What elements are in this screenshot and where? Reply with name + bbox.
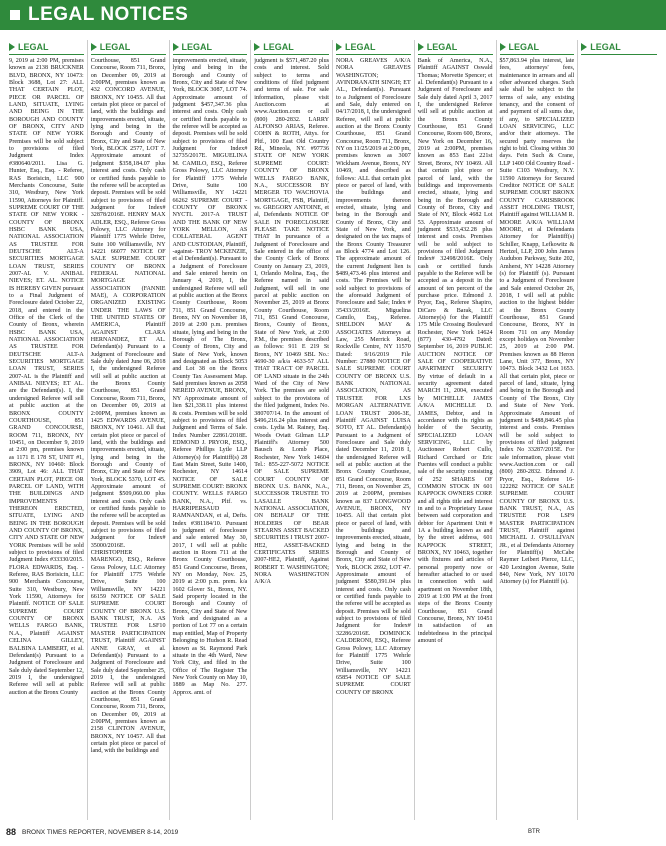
banner-square-icon bbox=[10, 10, 20, 20]
column-text: $57,863.94 plus interest, late fees, attorneys' fees, maintenance in arrears and all other advanced charges. Such sale shall be subject to the terms of sale, any existing tenancy, and the consent of and payment of all sums due, if any, to SPECIALIZED LOAN SERVICING, LLC and/or their attorneys. The secured party reserves the right to bid. Closing within 30 days. Fein Such & Crane, LLP 1400 Old Country Road - Suite C103 Westbury, N.Y. 11590 Attorneys for Secured Creditor NOTICE OF SALE SUPREME COURT BRONX COUNTY CARISBROOK ASSET HOLDING TRUST, Plaintiff against WILLIAM R. MOORE A/K/A WILLIAM MOORE, et al Defendants Attorney for Plaintiff(s) Schiller, Knapp, Lefkowitz & Hertzel, LLP, 200 John James Audubon Parkway, Suite 202, Amherst, NY 14228 Attorney (s) for Plaintiff (s). Pursuant to a Judgment of Foreclosure and Sale entered October 26, 2018, I will sell at public auction to the highest bidder at the Bronx County Courthouse, 851 Grand Concourse, Bronx, NY in Room 711 on any Monday except holidays on November 25, 2019 at 2:00 PM. Premises known as 88 Heron Lane, Unit 377, Bronx, NY 10473. Block 3432 Lot 1653. All that certain plot, piece or parcel of land, situate, lying and being in the Borough and County of The Bronx, City and State of New York. Approximate Amount of judgment is $488,846.45 plus interest and costs. Premises will be sold subject to provisions of filed judgment Index No 33287/2015E. For sale information, please visit www.Auction.com or call (800) 280-2832. Edmond J. Pryor, Esq., Referee 16-122282 NOTICE OF SALE SUPREME COURT COUNTY OF BRONX U.S. BANK TRUST, N.A., AS TRUSTEE FOR LSF9 MASTER PARTICIPATION TRUST, Plaintiff against MICHAEL J. O'SULLIVAN JR., et al Defendants Attorney for Plaintiff(s) McCabe Raymer Leibert Pierce, LLC, 420 Lexington Avenue, Suite 840, New York, NY 10170 Attorney (s) for Plaintiff (s). bbox=[499, 58, 575, 586]
column-label: LEGAL bbox=[590, 42, 621, 52]
column-text: Courthouse, 851 Grand Concourse, Room 711, Bronx, on December 09, 2019 at 2:00PM, premises known as 432 CONCORD AVENUE, BRONX, NY 10455. All that certain plot piece or parcel of land, with the buildings and improvements erected, situate, lying and being in the Borough and County of Bronx, City and State of New York, BLOCK 2577, LOT 7. Approximate amount of judgment $358,184.07 plus interest and costs. Only cash or certified funds payable to the referee will be accepted as deposit. Premises will be sold subject to provisions of filed Judgment for Index# 32878/2016E. HENRY MAX ADLER, ESQ., Referee Gross Polowy, LLC Attorney for Plaintiff 1775 Wehrle Drive, Suite 100 Williamsville, NY 14221 66077 NOTICE OF SALE SUPREME COURT COUNTY OF BRONX FEDERAL NATIONAL MORTGAGE ASSOCIATION (FANNIE MAE), A CORPORATION ORGANIZED EXISTING UNDER THE LAWS OF THE UNITED STATES OF AMERICA, Plaintiff AGAINST CLARA HERNANDEZ, ET AL. Defendant(s) Pursuant to a Judgment of Foreclosure and Sale duly dated June 06, 2018 I, the undersigned Referee will sell at public auction at the Bronx County Courthouse, 851 Grand Concourse, Room 711, Bronx, on December 09, 2019 at 2:00PM, premises known as 1425 EDWARDS AVENUE, BRONX, NY 10461. All that certain plot piece or parcel of land, with the buildings and improvements erected, situate, lying and being in the Borough and County of Bronx, City and State of New York, BLOCK 5370, LOT 45. Approximate amount of judgment $509,060.00 plus interest and costs. Only cash or certified funds payable to the referee will be accepted as deposit. Premises will be sold subject to provisions of filed Judgment for Index# 35000/2016E. CHRISTOPHER MARENGO, ESQ., Referee Gross Polowy, LLC Attorney for Plaintiff 1775 Wehrle Drive, Suite 100 Williamsville, NY 14221 66159 NOTICE OF SALE SUPREME COURT COUNTY OF BRONX U.S. BANK TRUST, N.A. AS TRUSTEE FOR LSF10 MASTER PARTICIPATION TRUST, Plaintiff AGAINST ANNE GRAY, et al. Defendant(s) Pursuant to a Judgment of Foreclosure and Sale duly dated September 25, 2019 I, the undersigned Referee will sell at public auction at the Bronx County Courthouse, 851 Grand Concourse, Room 711, Bronx, on December 09, 2019 at 2:00PM, premises known as 2158 CLINTON AVENUE, BRONX, NY 10457. All that certain plot piece or parcel of land, with the buildings and bbox=[90, 58, 166, 755]
triangle-icon bbox=[581, 43, 587, 51]
notice-column-8 bbox=[578, 40, 660, 820]
column-label: LEGAL bbox=[99, 42, 131, 52]
column-header bbox=[9, 40, 84, 55]
column-text: judgment is $571,487.20 plus costs and interest. Sold subject to terms and conditions of filed judgment and terms of sale. For sale information, please visit Auction.com at www.Auction.com or call (800) 280-2832. LARRY ALFONSO ARIAS, Referee. COHN & ROTH, Attys. for Pltf., 100 East Old Country Rd., Mineola, NY. #97736 STATE OF NEW YORK SUPREME COURT: COUNTY OF BRONX WELLS FARGO BANK, N.A., SUCCESSOR BY MERGER TO WACHOVIA MORTGAGE, FSB, Plaintiff, vs. GREGORY ANTOINE, et al, Defendants NOTICE OF SALE IN FORECLOSURE PLEASE TAKE NOTICE THAT In pursuance of a Judgment of Foreclosure and Sale entered in the office of the County Clerk of Bronx County on January 23, 2019, I, Orlando Molina, Esq., the Referee named in said Judgment, will sell in one parcel at public auction on November 25, 2019 at Bronx County Courthouse, Room 711, 851 Grand Concourse, Bronx, County of Bronx, State of New York, at 2:00 P.M., the premises described as follows: 911 E 219 St Bronx, NY 10469 SBL No.: 4690-30 a/k/a 4633-57 ALL THAT TRACT OF PARCEL OF LAND situate in the 24th Ward of the City of New York. The premises are sold subject to the provisions of the filed judgment, Index No. 380707/14. In the amount of $496,216.24 plus interest and costs. Lydia M. Rainey, Esq. Woods Oviatt Gilman LLP Plaintiff's Attorney 500 Bausch & Lomb Place, Rochester, New York 14604 Tel.: 855-227-5072 NOTICE OF SALE SUPREME COURT COUNTY OF BRONX U.S. BANK, N.A., SUCCESSOR TRUSTEE TO LASALLE BANK NATIONAL ASSOCIATION, ON BEHALF OF THE HOLDERS OF BEAR STEARNS ASSET BACKED SECURITIES I TRUST 2007-HE2, ASSET-BACKED CERTIFICATES SERIES 2007-HE2, Plaintiff, Against ROBERT T. WASHINGTON; NORA WASHINGTON A/K/A bbox=[254, 58, 329, 586]
column-text: improvements erected, situate, lying and being in the Borough and County of Bronx, City and State of New York, BLOCK 3087, LOT 74. Approximate amount of judgment $457,347.36 plus interest and costs. Only cash or certified funds payable to the referee will be accepted as deposit. Premises will be sold subject to provisions of filed Judgment for Index# 32735/2017E. MIGUELINA M. CAMILO, ESQ., Referee Gross Polowy, LLC Attorney for Plaintiff 1775 Wehrle Drive, Suite 100 Williamsville, NY 14221 66262 SUPREME COURT - COUNTY OF BRONX NYCTL 2017-A TRUST AND THE BANK OF NEW YORK MELLON, AS COLLATERAL AGENT AND CUSTODIAN, Plaintiff, -against- TROY MCKENZIE, et al Defendant(s). Pursuant to a Judgment of Foreclosure and Sale entered herein on January 4, 2019, I, the undersigned Referee will sell at public auction at the Bronx County Courthouse, Room 711, 851 Grand Concourse, Bronx, NY on November 18, 2019 at 2:00 p.m. premises situate, lying and being in the Borough of The Bronx, County of Bronx, City and State of New York, known and designated as Block 5053 and Lot 38 on the Bronx County Tax Assessment Map. Said premises known as 2058 NEREID AVENUE, BRONX, NY Approximate amount of lien $21,338.11 plus interest & costs. Premises will be sold subject to provisions of filed Judgment and Terms of Sale. Index Number 22861/2018E. EDMOND J. PRYOR, ESQ., Referee Phillips Lytle LLP Attorney(s) for Plaintiff(s) 28 East Main Street, Suite 1400, Rochester, NY 14614 NOTICE OF SALE SUPREME COURT: BRONX COUNTY. WELLS FARGO BANK, N.A., Pltf. vs. HARRIPERSAUD RAMNANDAN, et al, Defts. Index #381184/10. Pursuant to judgment of foreclosure and sale entered May 30, 2017, I will sell at public auction in Room 711 at the Bronx County Courthouse, 851 Grand Concourse, Bronx, NY on Monday, Nov. 25, 2019 at 2:00 p.m. prem. k/a 1602 Glover St., Bronx, NY. Said property located in the Borough and County of Bronx, City and State of New York and designated as a portion of Lot 77 on a certain map entitled, Map of Property Belonging to Hudson R. Read known as St. Raymond Park situate in the 4th Ward, New York City, and filed in the Office of The Register The New York County on May 10, 1889 as Map No. 277. Approx. amt. of bbox=[172, 58, 248, 696]
notice-column-6 bbox=[415, 40, 497, 820]
notice-column-7 bbox=[497, 40, 579, 820]
triangle-icon bbox=[173, 43, 179, 51]
column-header bbox=[581, 40, 657, 55]
notice-columns bbox=[6, 40, 660, 820]
column-header bbox=[254, 40, 329, 55]
page-footer bbox=[6, 826, 660, 838]
triangle-icon bbox=[418, 43, 424, 51]
column-label: LEGAL bbox=[426, 42, 458, 52]
column-label: LEGAL bbox=[508, 42, 539, 52]
triangle-icon bbox=[9, 43, 15, 51]
section-title: LEGAL NOTICES bbox=[28, 4, 189, 25]
column-label: LEGAL bbox=[345, 42, 376, 52]
notice-column-4 bbox=[251, 40, 333, 820]
column-header bbox=[336, 40, 411, 55]
column-header bbox=[500, 40, 575, 55]
column-header bbox=[173, 40, 248, 55]
notice-column-5 bbox=[333, 40, 415, 820]
column-label: LEGAL bbox=[263, 42, 294, 52]
triangle-icon bbox=[254, 43, 260, 51]
column-text: Bank of America, N.A., Plaintiff AGAINST Oswald Thomas; Morvette Spencer; et al. Defendant(s) Pursuant to a Judgment of Foreclosure and Sale duly dated April 3, 2017 I, the undersigned Referee will sell at public auction at the Bronx County Courthouse, 851 Grand Concourse, Room 600, Bronx, New York on December 16, 2019 at 2:00PM, premises known as 853 East 221st Street, Bronx, NY 10469. All that certain plot piece or parcel of land, with the buildings and improvements erected, situate, lying and being in the Borough and County of Bronx, City and State of NY, Block 4682 Lot 53. Approximate amount of judgment $533,432.28 plus interest and costs. Premises will be sold subject to provisions of filed Judgment Index# 32498/2016E. Only cash or certified funds payable to the Referee will be accepted as a deposit in the amount of ten percent of the purchase price. Edmond J. Pryor, Esq., Referee Shapiro, DiCaro & Barak, LLC Attorney(s) for the Plaintiff 175 Mile Crossing Boulevard Rochester, New York 14624 (877) 430-4792 Dated: September 16, 2019 PUBLIC AUCTION NOTICE OF SALE OF COOPERATIVE APARTMENT SECURITY By virtue of default in a security agreement dated MARCH 11, 2004, executed by MICHELLE JAMES A/K/A MICHELLE D. JAMES, Debtor, and in accordance with its rights as holder of the Security, SPECIALIZED LOAN SERVICING, LLC by Auctioneer Robert Cullo, Richard Cerchard or Eric Fuentes will conduct a public sale of the security consisting of 252 SHARES OF COMMON STOCK IN 601 KAPPOCK OWNERS CORP. and all rights title and interest in and to a Proprietary Lease between said corporation and debtor for Apartment Unit # 1A a building known as and by the street address, 601 KAPPOCK STREET, BRONX, NY 10463, together with fixtures and articles of personal property now or hereafter attached to or used in connection with said apartment on November 18th, 2019 at 1:00 PM at the front steps of the Bronx County Courthouse, 851 Grand Concourse, Bronx, NY 10451 in satisfaction of an indebtedness in the principal amount of bbox=[417, 58, 493, 645]
notice-column-1 bbox=[6, 40, 88, 820]
publication-mark: BTR bbox=[528, 829, 540, 835]
notice-column-3 bbox=[170, 40, 252, 820]
triangle-icon bbox=[500, 43, 506, 51]
column-label: LEGAL bbox=[181, 42, 212, 52]
column-label: LEGAL bbox=[18, 42, 49, 52]
section-banner bbox=[0, 0, 666, 30]
column-text: NORA GREAVES A/K/A NORA GREAVES WASHINGTON; AVINDRANATH SINGH; ET AL., Defendant(s). Pursuant to a Judgment of Foreclosure and Sale, duly entered on 04/17/2018, I, the undersigned Referee, will sell at public auction at the Bronx County Courthouse, 851 Grand Concourse, Room 711, Bronx, NY on 11/25/2019 at 2:00 pm, premises known as 3007 Wickham Avenue, Bronx, NY 10469, and described as follows: ALL that certain plot piece or parcel of land, with the buildings and improvements thereon erected, situate, lying and being in the Borough and County of Bronx, City and State of New York, and designated on the tax maps of the Bronx County Treasurer as Block 4774 and Lot 126. The approximate amount of the current Judgment lien is $489,473.46 plus interest and costs. The Premises will be sold subject to provisions of the aforesaid Judgment of Foreclosure and Sale; Index # 35433/2016E. Miguelina Camilo, Esq., Referee. SHELDON MAY & ASSOCIATES Attorneys at Law, 255 Merrick Road, Rockville Centre, NY 11570 Dated: 9/16/2019 File Number: 27880 NOTICE OF SALE SUPREME COURT COUNTY OF BRONX U.S. BANK NATIONAL ASSOCIATION, AS TRUSTEE FOR LXS MORGAN ALTERNATIVE LOAN TRUST 2006-3E, Plaintiff AGAINST LUISA SOTO, ET AL. Defendant(s) Pursuant to a Judgment of Foreclosure and Sale duly dated December 11, 2018 I, the undersigned Referee will sell at public auction at the Bronx County Courthouse, 851 Grand Concourse, Room 711, Bronx, on November 25, 2019 at 2:00PM, premises known as 837 LONGWOOD AVENUE, BRONX, NY 10455. All that certain plot piece or parcel of land, with the buildings and improvements erected, situate, lying and being in the Borough and County of Bronx, City and State of New York, BLOCK 2692, LOT 47. Approximate amount of judgment $580,391.04 plus interest and costs. Only cash or certified funds payable to the referee will be accepted as deposit. Premises will be sold subject to provisions of filed Judgment for Index# 32286/2016E. DOMINICK CALDERONI, ESQ., Referee Gross Polowy, LLC Attorney for Plaintiff 1775 Wehrle Drive, Suite 100 Williamsville, NY 14221 65854 NOTICE OF SALE SUPREME COURT COUNTY OF BRONX bbox=[336, 58, 411, 696]
column-header bbox=[418, 40, 493, 55]
publication-line: BRONX TIMES REPORTER, NOVEMBER 8-14, 2019 bbox=[22, 828, 179, 836]
column-text: 9, 2019 at 2:00 PM, premises known as 2138 BRUCKNER BLVD, BRONX, NY 10473: Block 3688, Lot 27: ALL THAT CERTAIN PLOT, PIECE OR PARCEL OF LAND, SITUATE, LYING AND BEING IN THE BOROUGH AND COUNTY OF BRONX, CITY AND STATE OF NEW YORK Premises will be sold subject to provisions of filed Judgment Index #380640/2011. Lisa G. Hunter, Esq., Esq. - Referee, RAS Borisicin, LLC 900 Merchants Concourse, Suite 310, Westbury, New York 11590, Attorneys for Plaintiff. SUPREME COURT OF THE STATE OF NEW YORK - COUNTY OF BRONX HSBC BANK USA, NATIONAL ASSOCIATION AS TRUSTEE FOR DEUTSCHE ALT-A SECURITIES MORTGAGE LOAN TRUST, SERIES 2007-AL V. ANIBAL NIEVES; ET. AL. NOTICE IS HEREBY GIVEN pursuant to a Final Judgment of Foreclosure dated October 22, 2018, and entered in the Office of the Clerk of the County of Bronx, wherein HSBC BANK USA, NATIONAL ASSOCIATION AS TRUSTEE FOR DEUTSCHE ALT-A SECURITIES MORTGAGE LOAN TRUST, SERIES 2007-AL is the Plaintiff and ANIBAL NIEVES; ET AL. are the Defendant(s). I, the undersigned Referee will sell at public auction at the BRONX COUNTY COURTHOUSE, 851 GRAND CONCOURSE, ROOM 711, BRONX, NY 10451, on December 9, 2019 at 2:00 pm, premises known as 1171 E 178 ST, UNIT #1, BRONX, NY 10460: Block 3909, Lot 46: ALL THAT CERTAIN PLOT, PIECE OR PARCEL OF LAND, WITH THE BUILDINGS AND IMPROVEMENTS THEREON ERECTED, SITUATE, LYING AND BEING IN THE BOROUGH AND COUNTY OF BRONX, CITY AND STATE OF NEW YORK Premises will be sold subject to provisions of filed Judgment Index #33330/2015. FLORA EDWARDS, Esq. - Referee, RAS Borisicin, LLC 900 Merchants Concourse, Suite 310, Westbury, New York 11590, Attorneys for Plaintiff. NOTICE OF SALE SUPREME COURT COUNTY OF BRONX WELLS FARGO BANK, N.A., Plaintiff AGAINST CELINA GILLEY, BALBINA LAMBERT, et al. Defendant(s) Pursuant to a Judgment of Foreclosure and Sale duly dated September 12, 2019 I, the undersigned Referee will sell at public auction at the Bronx County bbox=[9, 58, 84, 696]
column-header bbox=[91, 40, 166, 55]
page-number: 88 bbox=[6, 827, 17, 837]
triangle-icon bbox=[336, 43, 342, 51]
notice-column-2 bbox=[88, 40, 170, 820]
triangle-icon bbox=[91, 43, 97, 51]
